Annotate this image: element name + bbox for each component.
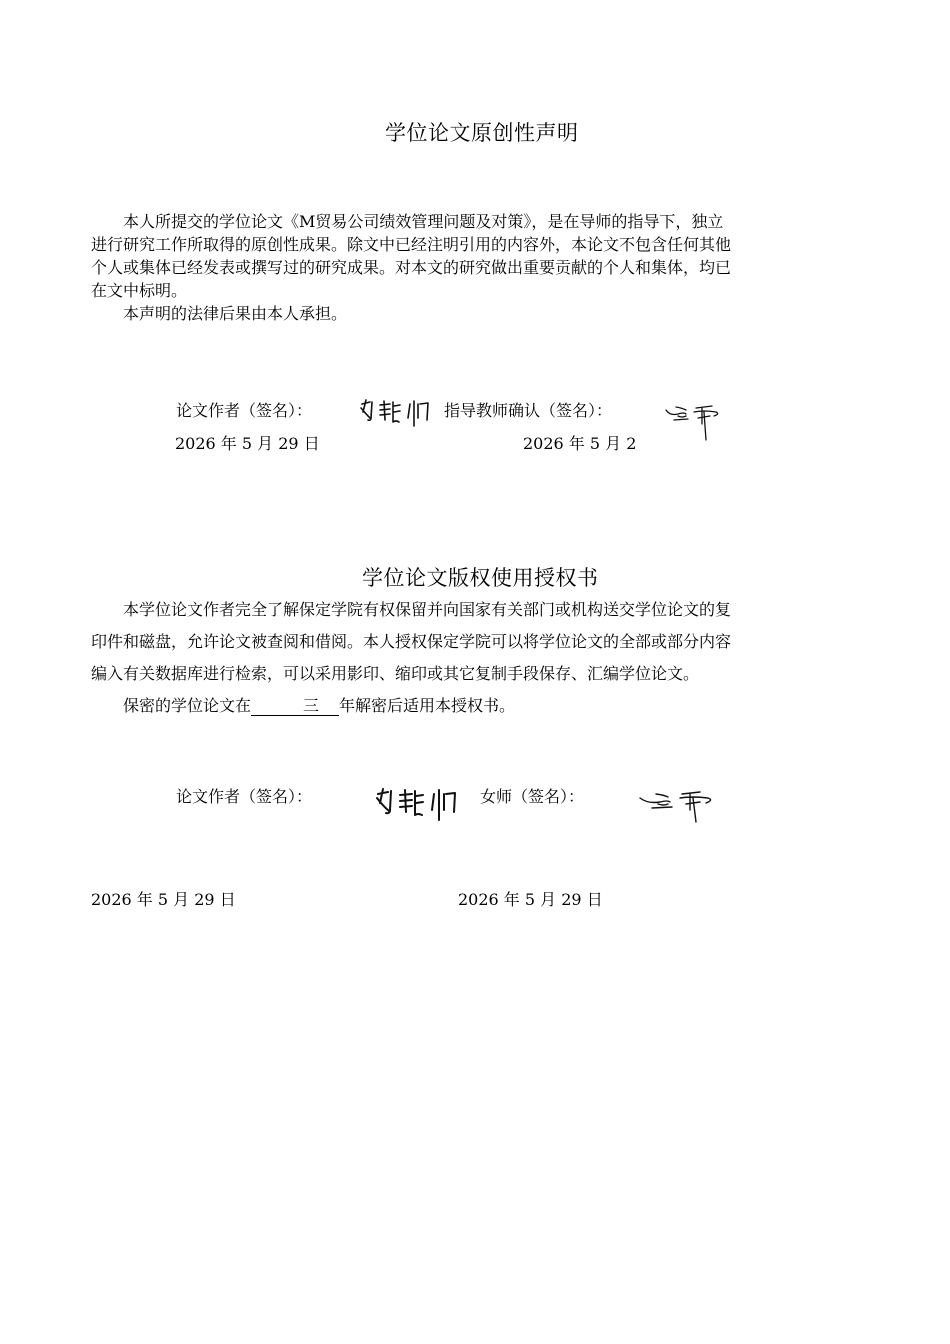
originality-title: 学位论文原创性声明 [385,121,579,145]
authorization-paragraph [91,594,861,722]
originality-line-1: 本人所提交的学位论文《M贸易公司绩效管理问题及对策》，是在导师的指导下，独立 [123,212,724,231]
originality-line-2: 进行研究工作所取得的原创性成果。除文中已经注明引用的内容外，本论文不包含任何其他 [91,235,732,254]
advisor-handwritten-signature-2 [638,786,720,826]
confidentiality-clause [91,690,861,722]
author-signature-label-2: 论文作者（签名）： [176,787,313,806]
author-date-1: 2026 年 5 月 29 日 [175,434,320,453]
confidential-years-field: 三 [251,697,339,716]
originality-line-3: 个人或集体已经发表或撰写过的研究成果。对本文的研究做出重要贡献的个人和集体，均已 [91,258,732,277]
advisor-handwritten-signature-1 [664,402,726,442]
advisor-signature-label-1: 指导教师确认（签名）： [444,401,613,420]
advisor-date-1: 2026 年 5 月 2 [523,434,637,453]
authorization-line-1: 本学位论文作者完全了解保定学院有权保留并向国家有关部门或机构送交学位论文的复 [123,600,732,619]
advisor-signature-label-2: 女师（签名）： [480,787,585,806]
author-date-2: 2026 年 5 月 29 日 [91,890,236,909]
author-handwritten-signature-1 [358,396,438,430]
authorization-line-2: 印件和磁盘，允许论文被查阅和借阅。本人授权保定学院可以将学位论文的全部或部分内容 [91,632,732,651]
authorization-line-3: 编入有关数据库进行检索，可以采用影印、缩印或其它复制手段保存、汇编学位论文。 [91,664,700,683]
authorization-title: 学位论文版权使用授权书 [362,566,599,590]
originality-paragraph [91,210,861,325]
advisor-date-2: 2026 年 5 月 29 日 [458,890,603,909]
author-signature-label-1: 论文作者（签名）： [176,401,313,420]
author-handwritten-signature-2 [374,784,466,824]
liability-statement: 本声明的法律后果由本人承担。 [123,304,348,323]
confidential-prefix: 保密的学位论文在 [123,696,252,715]
confidential-suffix: 年解密后适用本授权书。 [339,696,516,715]
originality-line-4: 在文中标明。 [91,281,188,300]
